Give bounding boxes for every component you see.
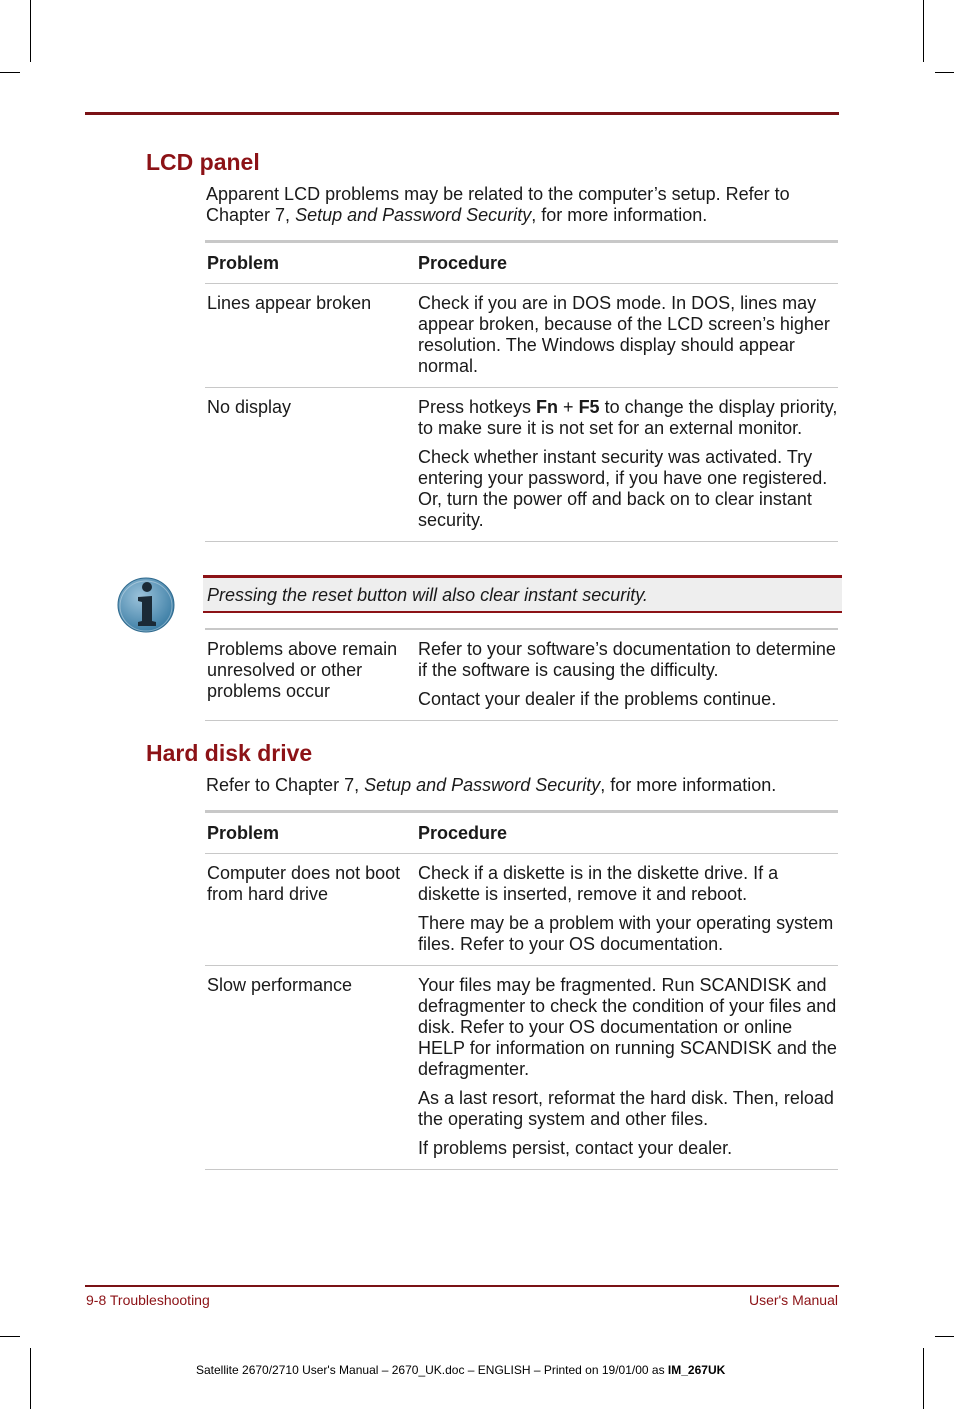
- print-info-line: [196, 1363, 725, 1377]
- column-header-problem: Problem: [205, 242, 418, 284]
- procedure-paragraph: Check if a diskette is in the diskette drive. If a diskette is inserted, remove it and reboot.: [418, 863, 779, 904]
- intro-text-end: , for more information.: [531, 205, 708, 225]
- procedure-cell: [418, 388, 838, 542]
- lcd-panel-table-continued: [205, 628, 838, 721]
- document-code: IM_267UK: [667, 1363, 726, 1377]
- print-info-text: Satellite 2670/2710 User's Manual – 2670_UK.doc – ENGLISH – Printed on 19/01/00 as: [196, 1363, 668, 1377]
- footer-page-label: 9-8 Troubleshooting: [86, 1292, 210, 1308]
- procedure-paragraph: If problems persist, contact your dealer.: [418, 1138, 733, 1158]
- problem-cell: Slow performance: [205, 966, 418, 1170]
- problem-cell: Problems above remain unresolved or other problems occur: [205, 629, 418, 721]
- problem-cell: Lines appear broken: [205, 284, 418, 388]
- crop-mark: [935, 1336, 954, 1337]
- note-text: Pressing the reset button will also clear instant security.: [207, 585, 648, 605]
- problem-cell: Computer does not boot from hard drive: [205, 854, 418, 966]
- procedure-cell: [418, 966, 838, 1170]
- lcd-panel-heading: LCD panel: [146, 149, 260, 175]
- procedure-paragraph: There may be a problem with your operating system files. Refer to your OS documentation.: [418, 913, 834, 954]
- procedure-cell: Check if you are in DOS mode. In DOS, lines may appear broken, because of the LCD screen’s higher resolution. The Windows display should appear normal.: [418, 284, 838, 388]
- hotkey-fn: Fn: [536, 397, 559, 417]
- crop-mark: [30, 0, 31, 62]
- procedure-paragraph: Your files may be fragmented. Run SCANDISK and defragmenter to check the condition of your files and disk. Refer to your OS documentation or online HELP for information on running SCANDISK and the defragmenter.: [418, 975, 837, 1079]
- procedure-text: to change the display priority, to make sure it is not set for an external monitor.: [418, 397, 838, 438]
- footer-manual-label: User's Manual: [748, 1292, 838, 1308]
- procedure-cell: [418, 629, 838, 721]
- table-header-row: [205, 812, 838, 854]
- crop-mark: [30, 1348, 31, 1409]
- procedure-paragraph: [418, 397, 838, 439]
- note-box: [203, 575, 842, 613]
- lcd-panel-table: [205, 240, 838, 542]
- plus-sign: +: [558, 397, 579, 417]
- hard-disk-heading: Hard disk drive: [146, 740, 313, 766]
- intro-text-end: , for more information.: [600, 775, 777, 795]
- procedure-paragraph: Refer to your software’s documentation to determine if the software is causing the difficulty.: [418, 639, 836, 680]
- table-row: [205, 284, 838, 388]
- table-row: [205, 629, 838, 721]
- crop-mark: [0, 1336, 20, 1337]
- hard-disk-intro: [206, 775, 836, 796]
- crop-mark: [923, 0, 924, 62]
- header-rule: [85, 112, 839, 115]
- crop-mark: [935, 72, 954, 73]
- procedure-paragraph: As a last resort, reformat the hard disk. Then, reload the operating system and other files.: [418, 1088, 834, 1129]
- procedure-paragraph: Contact your dealer if the problems continue.: [418, 689, 777, 709]
- table-row: [205, 388, 838, 542]
- table-header-row: [205, 242, 838, 284]
- hotkey-f5: F5: [578, 397, 600, 417]
- intro-text: Refer to Chapter 7,: [206, 775, 365, 795]
- info-icon: [116, 576, 176, 634]
- column-header-procedure: Procedure: [418, 242, 838, 284]
- table-row: [205, 966, 838, 1170]
- chapter-reference: Setup and Password Security: [364, 775, 601, 795]
- table-row: [205, 854, 838, 966]
- crop-mark: [923, 1348, 924, 1409]
- chapter-reference: Setup and Password Security: [295, 205, 532, 225]
- column-header-problem: Problem: [205, 812, 418, 854]
- column-header-procedure: Procedure: [418, 812, 838, 854]
- hard-disk-table: [205, 810, 838, 1170]
- lcd-panel-intro: [206, 184, 836, 226]
- crop-mark: [0, 72, 20, 73]
- procedure-cell: [418, 854, 838, 966]
- footer-rule: [85, 1285, 839, 1287]
- intro-text: Apparent LCD problems may be related to the computer’s setup. Refer to Chapter 7,: [206, 184, 790, 225]
- problem-cell: No display: [205, 388, 418, 542]
- procedure-paragraph: Check whether instant security was activated. Try entering your password, if you have one registered. Or, turn the power off and back on to clear instant security.: [418, 447, 828, 530]
- procedure-text: Press hotkeys: [418, 397, 537, 417]
